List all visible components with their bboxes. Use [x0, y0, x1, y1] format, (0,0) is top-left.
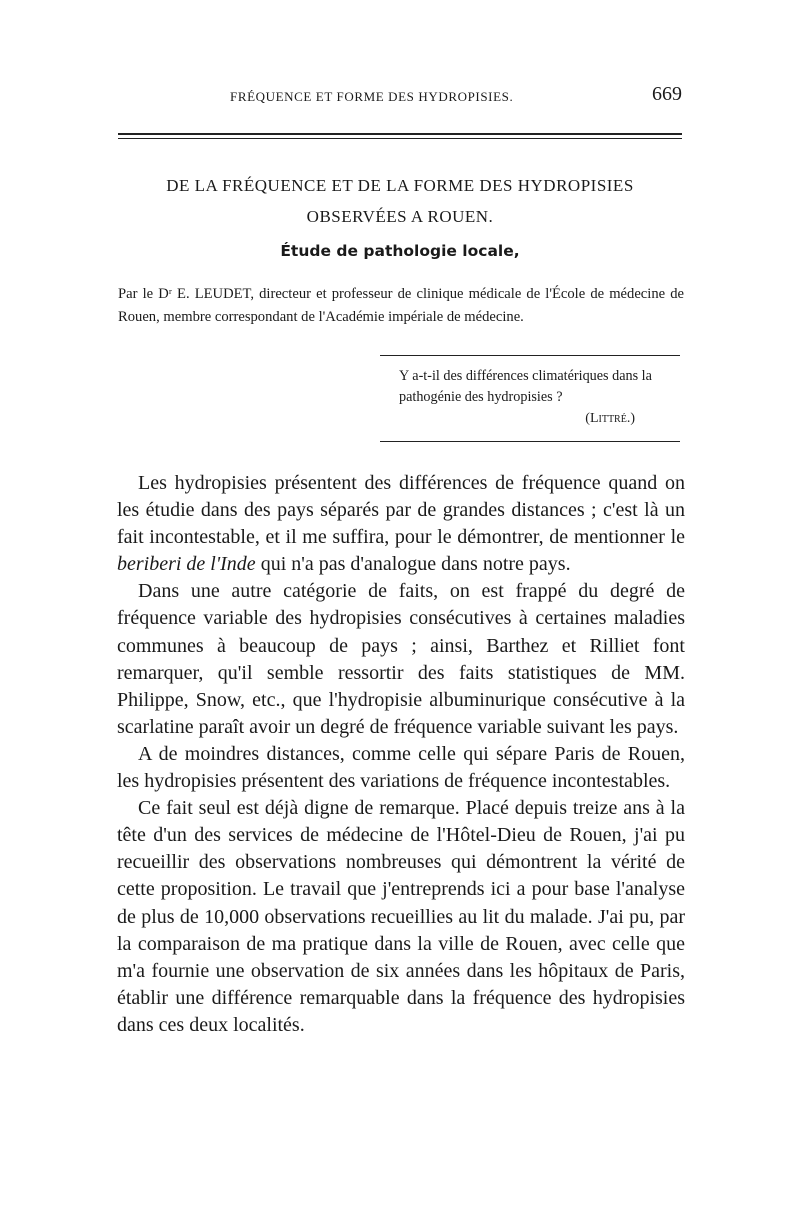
paragraph-4: Ce fait seul est déjà digne de remarque. Placé depuis treize ans à la tête d'un des services de médecine de l'Hôtel-Dieu de Rouen, j'ai pu recueillir des observations nombreuses qui démontrent la vérité de cette proposition. Le travail que j'entreprends ici a pour base l'analyse de plus de 10,000 observations recueillies au lit du malade. J'ai pu, par la comparaison de ma pratique dans la ville de Rouen, avec celle que m'a fournie une observation de six années dans les hôpitaux de Paris, établir une différence remarquable dans la fréquence des hydropisies dans ces deux localités.	[117, 797, 685, 1036]
paragraph-2: Dans une autre catégorie de faits, on est frappé du degré de fréquence variable des hydropisies consécutives à certaines maladies communes à beaucoup de pays ; ainsi, Barthez et Rilliet font remarquer, qu'il semble ressortir des faits statistiques de MM. Philippe, Snow, etc., que l'hydropisie albuminurique consécutive à la scarlatine paraît avoir un degré de fréquence variable suivant les pays.	[117, 580, 685, 738]
page-number: 669	[652, 83, 682, 105]
article-subtitle: Étude de pathologie locale,	[280, 242, 520, 260]
epigraph-rule-top	[380, 355, 680, 356]
paragraph-3: A de moindres distances, comme celle qui sépare Paris de Rouen, les hydropisies présentent des variations de fréquence incontestables.	[117, 742, 685, 793]
running-title: FRÉQUENCE ET FORME DES HYDROPISIES.	[230, 89, 514, 104]
article-title-line2: OBSERVÉES A ROUEN.	[306, 207, 494, 226]
header-rule	[118, 133, 682, 139]
article-body	[117, 470, 685, 1039]
paragraph-1-start: Les hydropisies présentent des différences de fréquence quand on les étudie dans des pays séparés par de grandes distances ; c'est là un fait incontestable, et il me suffira, pour le démontrer, de mentionner le	[117, 472, 685, 549]
epigraph-quote: Y a-t-il des différences climatériques dans la pathogénie des hydropisies ?	[399, 368, 652, 405]
paragraph-1	[117, 470, 685, 578]
article-title-line1: DE LA FRÉQUENCE ET DE LA FORME DES HYDROPISIES	[166, 176, 634, 195]
paragraph-1-end: qui n'a pas d'analogue dans notre pays.	[255, 553, 571, 576]
italic-term: beriberi de l'Inde	[117, 553, 256, 576]
epigraph-author: (Littré.)	[585, 411, 635, 426]
epigraph-rule-bottom	[380, 441, 680, 442]
author-byline: Par le Dʳ E. LEUDET, directeur et professeur de clinique médicale de l'École de médecine de Rouen, membre correspondant de l'Académie impériale de médecine.	[118, 286, 684, 325]
